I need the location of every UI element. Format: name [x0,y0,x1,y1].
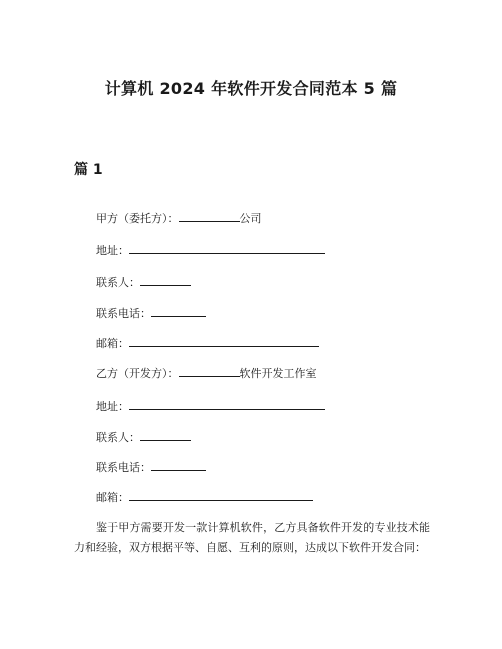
party-b-contact-line [96,429,191,445]
page-title: 计算机 2024 年软件开发合同范本 5 篇 [104,79,398,98]
party-a-contact-line [96,274,191,290]
party-b-email-blank [129,489,313,501]
party-b-line [96,365,317,381]
party-a-suffix: 公司 [239,212,262,225]
party-b-email-label: 邮箱： [96,491,129,504]
party-a-phone-label: 联系电话： [96,307,151,320]
party-a-phone-line [96,305,206,321]
party-b-address-blank [129,398,325,410]
party-a-email-line [96,335,319,351]
party-b-suffix: 软件开发工作室 [239,367,317,380]
party-a-line [96,210,262,226]
party-a-email-label: 邮箱： [96,337,129,350]
party-b-label: 乙方（开发方）： [96,367,179,380]
party-a-contact-label: 联系人： [96,276,140,289]
party-b-email-line [96,489,313,505]
party-a-phone-blank [151,305,206,317]
party-a-email-blank [129,335,319,347]
party-b-phone-label: 联系电话： [96,461,151,474]
party-b-address-line [96,398,325,414]
party-b-contact-label: 联系人： [96,431,140,444]
intro-paragraph: 鉴于甲方需要开发一款计算机软件，乙方具备软件开发的专业技术能力和经验，双方根据平等、自愿、互利的原则，达成以下软件开发合同： [74,521,430,554]
party-b-address-label: 地址： [96,400,129,413]
party-b-name-blank [179,365,240,377]
party-a-address-blank [129,242,325,254]
section-heading: 篇 1 [74,162,103,178]
party-a-label: 甲方（委托方）： [96,212,179,225]
party-a-address-label: 地址： [96,244,129,257]
party-a-name-blank [179,210,240,222]
party-a-address-line [96,242,325,258]
party-b-contact-blank [140,429,191,441]
party-b-phone-line [96,459,206,475]
party-a-contact-blank [140,274,191,286]
party-b-phone-blank [151,459,206,471]
